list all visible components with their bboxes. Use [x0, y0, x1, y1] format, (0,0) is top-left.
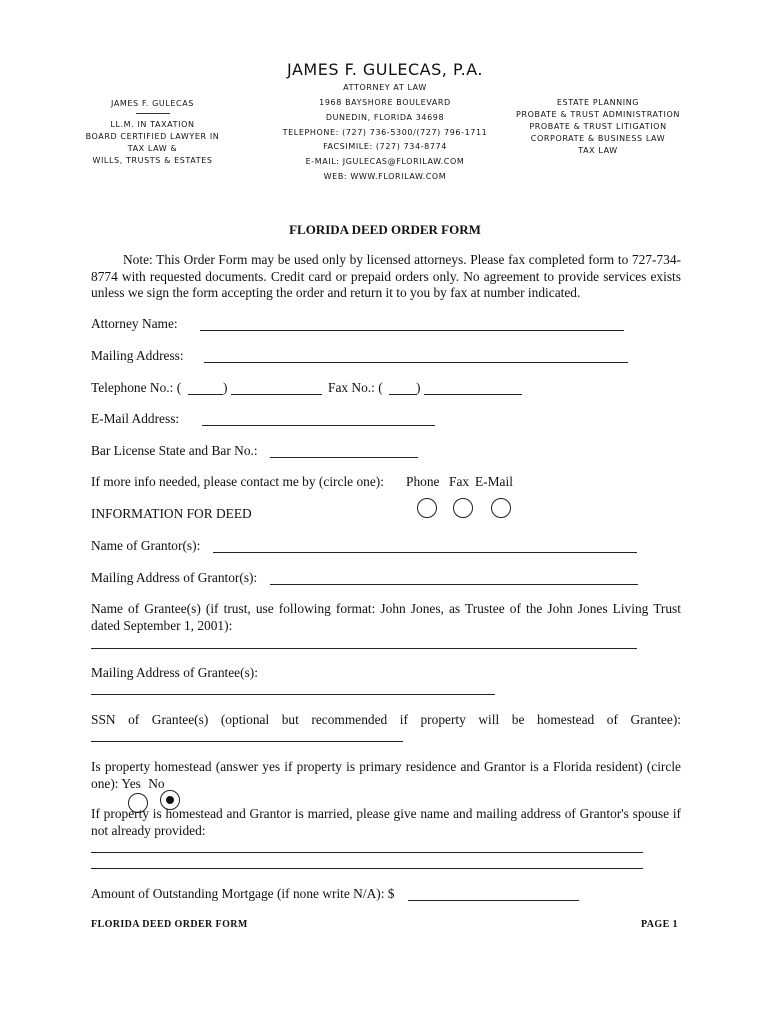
- footer-form-title: FLORIDA DEED ORDER FORM: [91, 919, 248, 930]
- mailing-address-label: Mailing Address:: [91, 348, 184, 363]
- practice-area: TAX LAW: [578, 146, 618, 155]
- contact-email-radio[interactable]: [491, 498, 511, 518]
- telephone-area-code-field[interactable]: [188, 394, 223, 395]
- page-number: PAGE 1: [641, 919, 678, 930]
- grantor-name-field[interactable]: [213, 552, 637, 553]
- letterhead-facsimile: FACSIMILE: (727) 734-8774: [323, 142, 447, 151]
- attorney-name: JAMES F. GULECAS: [111, 99, 194, 108]
- grantor-address-label: Mailing Address of Grantor(s):: [91, 570, 258, 585]
- mailing-address-field[interactable]: [204, 362, 628, 363]
- spouse-info-field-line-2[interactable]: [91, 868, 643, 869]
- grantee-address-label: Mailing Address of Grantee(s):: [91, 665, 258, 680]
- grantor-address-field[interactable]: [270, 584, 638, 585]
- practice-area: ESTATE PLANNING: [556, 98, 640, 107]
- attorney-credential-wills: WILLS, TRUSTS & ESTATES: [92, 156, 213, 165]
- attorney-credential-board: BOARD CERTIFIED LAWYER IN: [85, 132, 220, 141]
- mortgage-amount-field[interactable]: [408, 900, 579, 901]
- attorney-credential-llm: LL.M. IN TAXATION: [110, 120, 195, 129]
- grantee-name-label: Name of Grantee(s) (if trust, use following format: John Jones, as Trustee of the John Jones Living Trust dated September 1, 2001):: [91, 601, 681, 633]
- practice-area: PROBATE & TRUST ADMINISTRATION: [516, 110, 680, 119]
- ssn-label: SSN of Grantee(s) (optional but recommended if property will be homestead of Grantee):: [91, 712, 681, 727]
- telephone-number-field[interactable]: [231, 394, 322, 395]
- bar-license-field[interactable]: [270, 457, 418, 458]
- attorney-divider: [136, 113, 170, 114]
- spouse-label: If property is homestead and Grantor is married, please give name and mailing address of Grantor's spouse if not already provided:: [91, 806, 681, 838]
- attorney-name-label: Attorney Name:: [91, 316, 178, 331]
- attorney-name-field[interactable]: [200, 330, 624, 331]
- contact-option-phone-label: Phone: [406, 474, 440, 489]
- letterhead-telephone: TELEPHONE: (727) 736-5300/(727) 796-1711: [282, 128, 488, 137]
- fax-area-code-field[interactable]: [389, 394, 417, 395]
- homestead-yes-label: Yes: [121, 775, 141, 791]
- fax-label: Fax No.: (: [328, 380, 383, 395]
- letterhead-web: WEB: WWW.FLORILAW.COM: [323, 172, 447, 181]
- contact-option-fax-label: Fax: [449, 474, 470, 489]
- grantor-name-label: Name of Grantor(s):: [91, 538, 201, 553]
- contact-fax-radio[interactable]: [453, 498, 473, 518]
- email-label: E-Mail Address:: [91, 411, 180, 426]
- contact-preference-label: If more info needed, please contact me by (circle one):: [91, 474, 384, 489]
- email-field[interactable]: [202, 425, 435, 426]
- bar-license-label: Bar License State and Bar No.:: [91, 443, 258, 458]
- firm-name: JAMES F. GULECAS, P.A.: [287, 60, 483, 79]
- contact-option-email-label: E-Mail: [475, 474, 513, 489]
- contact-phone-radio[interactable]: [417, 498, 437, 518]
- telephone-paren: ): [223, 380, 228, 395]
- telephone-label: Telephone No.: (: [91, 380, 182, 395]
- letterhead-city: DUNEDIN, FLORIDA 34698: [325, 113, 445, 122]
- practice-area: CORPORATE & BUSINESS LAW: [530, 134, 666, 143]
- order-note: Note: This Order Form may be used only by licensed attorneys. Please fax completed form to 727-734-8774 with requested documents. Credit card or prepaid orders only. No agreement to provide services exists unless we sign the form accepting the order and return it to you by fax at number indicated.: [91, 252, 681, 301]
- form-title: FLORIDA DEED ORDER FORM: [289, 222, 481, 237]
- attorney-credential-tax: TAX LAW &: [127, 144, 178, 153]
- grantee-address-field[interactable]: [91, 694, 495, 695]
- deed-section-heading: INFORMATION FOR DEED: [91, 506, 252, 521]
- letterhead-title: ATTORNEY AT LAW: [343, 83, 427, 92]
- mortgage-label: Amount of Outstanding Mortgage (if none write N/A): $: [91, 886, 395, 901]
- fax-number-field[interactable]: [424, 394, 522, 395]
- ssn-field[interactable]: [91, 741, 403, 742]
- letterhead-street: 1968 BAYSHORE BOULEVARD: [319, 98, 451, 107]
- spouse-info-field-line-1[interactable]: [91, 852, 643, 853]
- fax-paren: ): [416, 380, 421, 395]
- letterhead-email: E-MAIL: JGULECAS@FLORILAW.COM: [305, 157, 465, 166]
- radio-selected-dot: [166, 796, 174, 804]
- homestead-no-label: No: [148, 775, 165, 791]
- homestead-question: Is property homestead (answer yes if property is primary residence and Grantor is a Florida resident) (circle one): Yes No: [91, 759, 681, 791]
- grantee-name-field[interactable]: [91, 648, 637, 649]
- practice-area: PROBATE & TRUST LITIGATION: [529, 122, 667, 131]
